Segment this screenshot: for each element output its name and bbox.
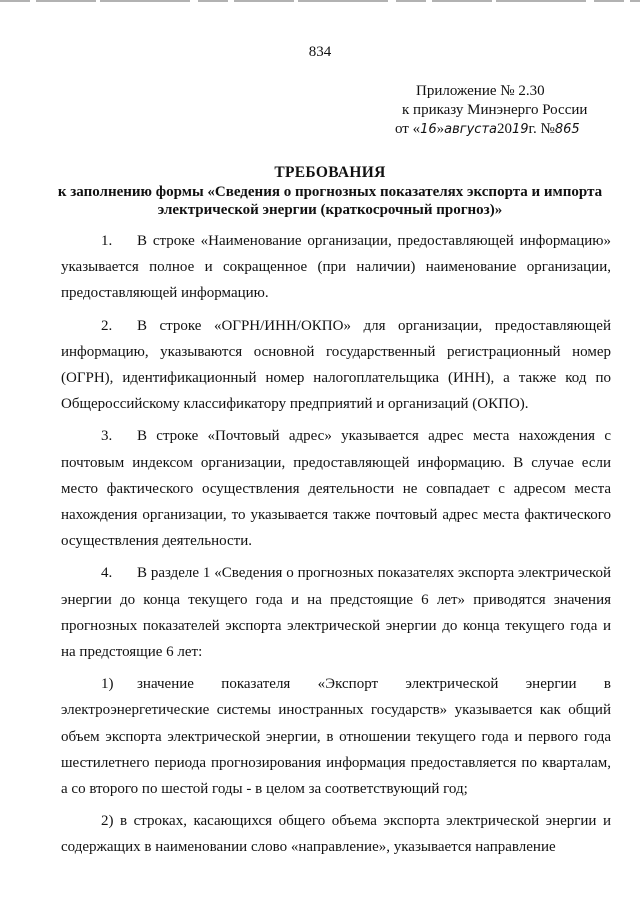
paragraph-text: 2) в строках, касающихся общего объема экспорта электрической энергии и содержащих в наименовании слово «направление», указывается направление (61, 813, 611, 856)
handwritten-month: августа (444, 122, 497, 137)
title-subtitle-line1: к заполнению формы «Сведения о прогнозных показателях экспорта и импорта (57, 184, 603, 200)
top-scan-rule (0, 0, 640, 6)
paragraph-marker: 3. (101, 428, 113, 445)
subparagraph-2 (61, 808, 611, 860)
paragraph-1 (61, 228, 611, 307)
document-body (61, 228, 611, 861)
appendix-number: Приложение № 2.30 (416, 83, 545, 99)
subparagraph-1 (61, 671, 611, 802)
handwritten-year: 19 (512, 122, 529, 137)
paragraph-text: В строке «Почтовый адрес» указывается адрес места нахождения с почтовым индексом организации, предоставляющей информацию. В случае если место фактического осуществления деятельности не совпадает с адресом места нахождения организации, то указывается также почтовый адрес места фактического осуществления деятельности. (61, 428, 611, 550)
year-prefix: 20 (497, 121, 512, 137)
paragraph-text: В разделе 1 «Сведения о прогнозных показателях экспорта электрической энергии до конца текущего года и на предстоящие 6 лет» приводятся значения прогнозных показателей экспорта электрической энергии до конца текущего года и на предстоящие 6 лет: (61, 565, 611, 661)
paragraph-text: В строке «Наименование организации, предоставляющей информацию» указывается полное и сокращенное (при наличии) наименование организации, предоставляющей информацию. (61, 233, 611, 302)
paragraph-text: значение показателя «Экспорт электрической энергии в электроэнергетические системы иностранных государств» указывается как общий объем экспорта электрической энергии, в отношении текущего года и первого года шестилетнего периода прогнозирования информация предоставляется по кварталам, а со второго по шестой годы - в целом за соответствующий год; (61, 676, 611, 798)
paragraph-marker: 2. (101, 317, 113, 334)
handwritten-day: 16 (420, 122, 437, 137)
year-suffix: г. № (528, 121, 555, 137)
paragraph-3 (61, 423, 611, 554)
order-date-line: от «16»августа2019г. №865 (395, 121, 580, 137)
order-reference: к приказу Минэнерго России (402, 102, 588, 118)
page-number: 834 (308, 44, 332, 60)
title-subtitle-line2: электрической энергии (краткосрочный прогноз)» (157, 202, 503, 218)
date-prefix: от « (395, 121, 421, 137)
paragraph-marker: 1. (101, 233, 113, 249)
paragraph-text: В строке «ОГРН/ИНН/ОКПО» для организации, предоставляющей информацию, указываются основной государственный регистрационный номер (ОГРН), идентификационный номер налогоплательщика (ИНН), а также код по Общероссийскому классификатору предприятий и организаций (ОКПО). (61, 317, 611, 413)
paragraph-marker: 4. (101, 565, 113, 582)
paragraph-4 (61, 560, 611, 665)
title-heading: ТРЕБОВАНИЯ (274, 164, 386, 181)
document-title (40, 164, 620, 219)
handwritten-order-number: 865 (554, 122, 580, 137)
paragraph-2 (61, 313, 611, 418)
appendix-reference (395, 82, 588, 139)
paragraph-marker: 1) (101, 676, 114, 693)
